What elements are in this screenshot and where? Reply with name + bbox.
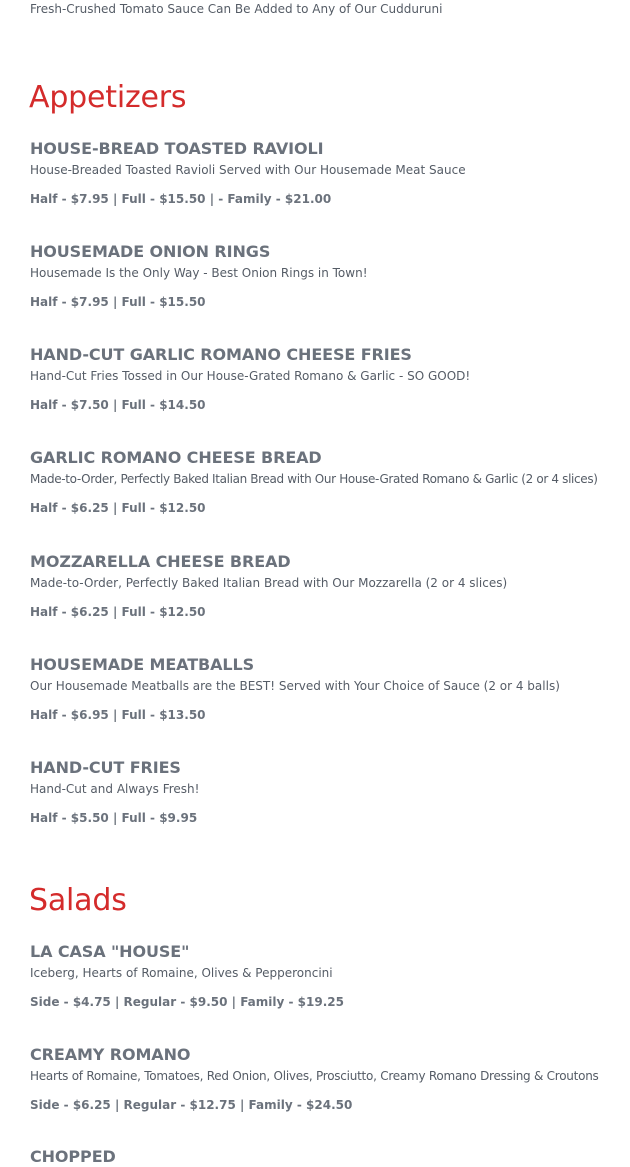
item-price: Half - $6.25 | Full - $12.50 — [30, 501, 206, 515]
item-description: Our Housemade Meatballs are the BEST! Served with Your Choice of Sauce (2 or 4 balls) — [30, 679, 560, 693]
item-price: Half - $6.95 | Full - $13.50 — [30, 708, 206, 722]
item-name: MOZZARELLA CHEESE BREAD — [30, 552, 291, 571]
section-title-salads: Salads — [29, 883, 127, 918]
menu-item — [30, 448, 620, 516]
item-price: Half - $7.95 | Full - $15.50 | - Family - $21.00 — [30, 192, 332, 206]
item-price: Half - $7.95 | Full - $15.50 — [30, 295, 206, 309]
menu-item — [30, 242, 620, 310]
item-description: Hand-Cut Fries Tossed in Our House-Grated Romano & Garlic - SO GOOD! — [30, 369, 471, 383]
item-description: Made-to-Order, Perfectly Baked Italian Bread with Our Mozzarella (2 or 4 slices) — [30, 576, 508, 590]
menu-item — [30, 758, 620, 826]
item-description: House-Breaded Toasted Ravioli Served with Our Housemade Meat Sauce — [30, 163, 466, 177]
item-price: Half - $6.25 | Full - $12.50 — [30, 605, 206, 619]
menu-item — [30, 1147, 620, 1167]
item-name: GARLIC ROMANO CHEESE BREAD — [30, 448, 322, 467]
menu-item — [30, 942, 620, 1010]
menu-item — [30, 655, 620, 723]
item-name: LA CASA "HOUSE" — [30, 942, 190, 961]
menu-item — [30, 345, 620, 413]
item-price: Side - $4.75 | Regular - $9.50 | Family - $19.25 — [30, 995, 344, 1009]
item-price: Half - $7.50 | Full - $14.50 — [30, 398, 206, 412]
item-name: HOUSEMADE MEATBALLS — [30, 655, 255, 674]
item-price: Half - $5.50 | Full - $9.95 — [30, 811, 198, 825]
section-title-appetizers: Appetizers — [29, 80, 187, 115]
item-name: HOUSE-BREAD TOASTED RAVIOLI — [30, 139, 324, 158]
item-name: CREAMY ROMANO — [30, 1045, 191, 1064]
menu-item — [30, 1045, 620, 1113]
menu-item — [30, 552, 620, 620]
item-description: Housemade Is the Only Way - Best Onion Rings in Town! — [30, 266, 368, 280]
item-name: HOUSEMADE ONION RINGS — [30, 242, 271, 261]
item-description: Iceberg, Hearts of Romaine, Olives & Pepperoncini — [30, 966, 333, 980]
item-price: Side - $6.25 | Regular - $12.75 | Family - $24.50 — [30, 1098, 353, 1112]
item-name: CHOPPED — [30, 1147, 116, 1166]
item-name: HAND-CUT FRIES — [30, 758, 181, 777]
item-name: HAND-CUT GARLIC ROMANO CHEESE FRIES — [30, 345, 412, 364]
item-description: Hearts of Romaine, Tomatoes, Red Onion, Olives, Prosciutto, Creamy Romano Dressing & Croutons — [30, 1069, 599, 1083]
item-description: Hand-Cut and Always Fresh! — [30, 782, 200, 796]
menu-item — [30, 139, 620, 207]
cudduruni-sauce-note: Fresh-Crushed Tomato Sauce Can Be Added to Any of Our Cudduruni — [30, 2, 443, 16]
item-description: Made-to-Order, Perfectly Baked Italian Bread with Our House-Grated Romano & Garlic (2 or 4 slices) — [30, 472, 598, 486]
